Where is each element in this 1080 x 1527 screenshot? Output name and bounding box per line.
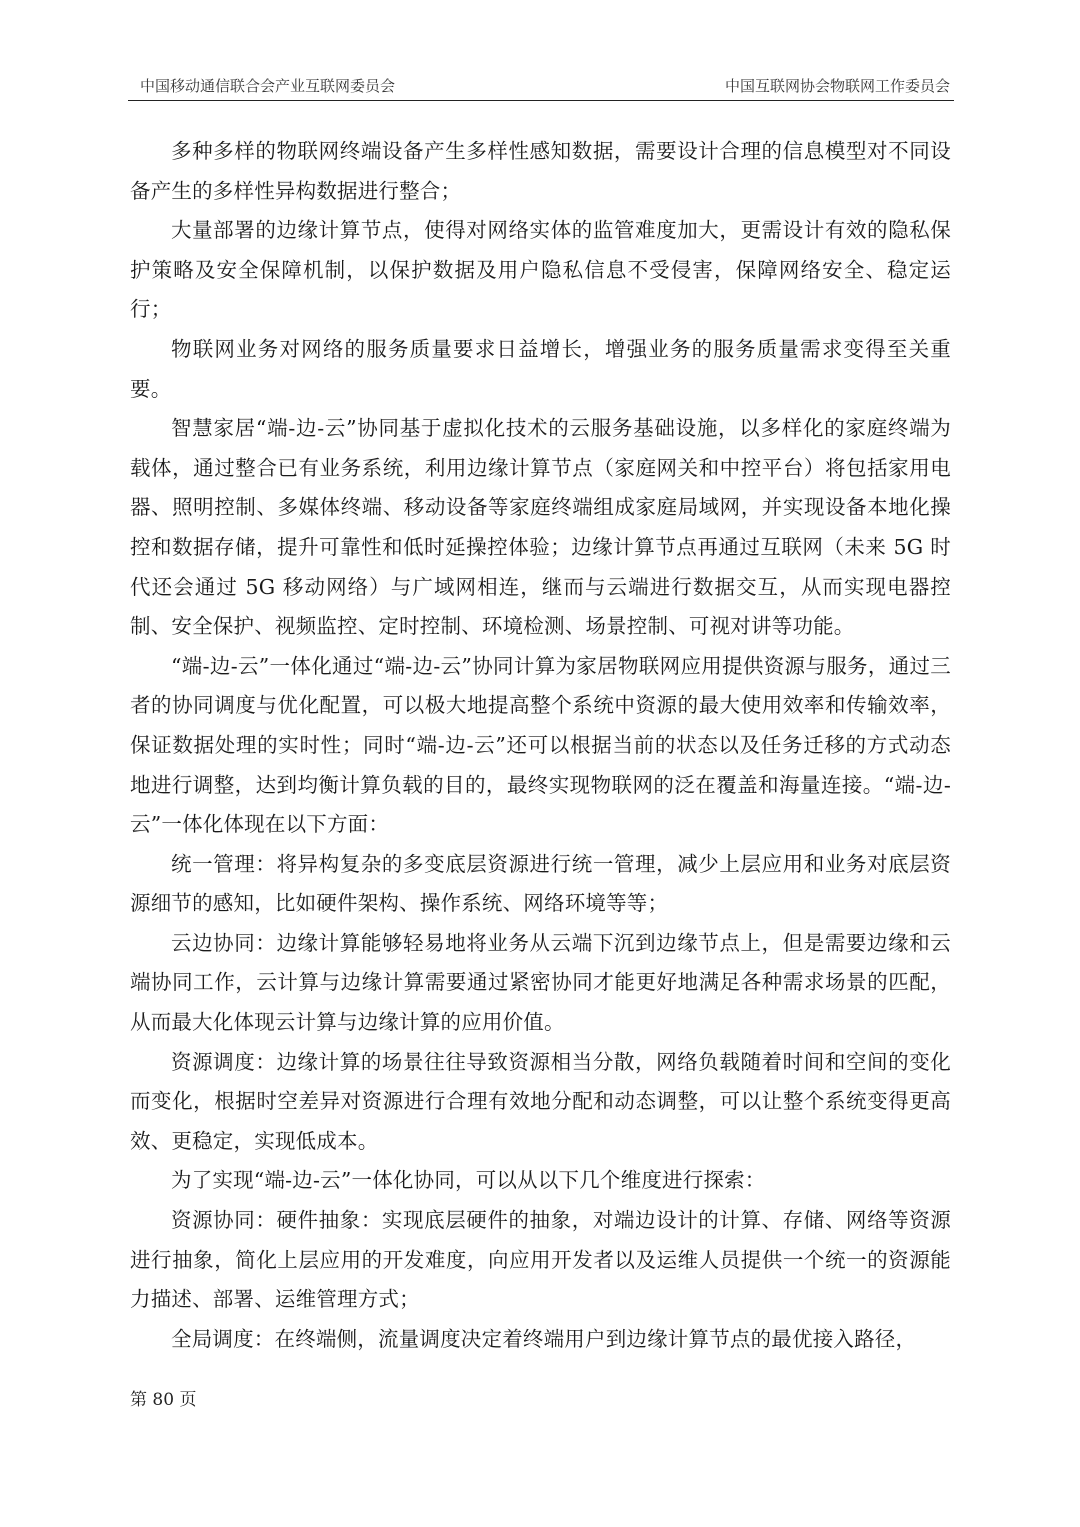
paragraph: 资源协同：硬件抽象：实现底层硬件的抽象，对端边设计的计算、存储、网络等资源进行抽象，简化上层应用的开发难度，向应用开发者以及运维人员提供一个统一的资源能力描述、部署、运维管理方式； — [130, 1208, 951, 1312]
header-right-org: 中国互联网协会物联网工作委员会 — [724, 77, 950, 95]
paragraph: “端-边-云”一体化通过“端-边-云”协同计算为家居物联网应用提供资源与服务，通过三者的协同调度与优化配置，可以极大地提高整个系统中资源的最大使用效率和传输效率，保证数据处理的实时性；同时“端-边-云”还可以根据当前的状态以及任务迁移的方式动态地进行调整，达到均衡计算负载的目的，最终实现物联网的泛在覆盖和海量连接。“端-边-云”一体化体现在以下方面： — [130, 653, 951, 837]
paragraph: 智慧家居“端-边-云”协同基于虚拟化技术的云服务基础设施，以多样化的家庭终端为载体，通过整合已有业务系统，利用边缘计算节点（家庭网关和中控平台）将包括家用电器、照明控制、多媒体终端、移动设备等家庭终端组成家庭局域网，并实现设备本地化操控和数据存储，提升可靠性和低时延操控体验；边缘计算节点再通过互联网（未来 5G 时代还会通过 5G 移动网络）与广域网相连，继而与云端进行数据交互，从而实现电器控制、安全保护、视频监控、定时控制、环境检测、场景控制、可视对讲等功能。 — [130, 416, 951, 639]
paragraph: 资源调度：边缘计算的场景往往导致资源相当分散，网络负载随着时间和空间的变化而变化，根据时空差异对资源进行合理有效地分配和动态调整，可以让整个系统变得更高效、更稳定，实现低成本。 — [130, 1049, 951, 1153]
paragraph: 全局调度：在终端侧，流量调度决定着终端用户到边缘计算节点的最优接入路径， — [171, 1326, 917, 1351]
body-text — [130, 132, 951, 1359]
paragraph: 统一管理：将异构复杂的多变底层资源进行统一管理，减少上层应用和业务对底层资源细节的感知，比如硬件架构、操作系统、网络环境等等； — [130, 851, 951, 916]
page-number: 第 80 页 — [130, 1390, 197, 1410]
page-header — [128, 74, 954, 101]
paragraph: 物联网业务对网络的服务质量要求日益增长，增强业务的服务质量需求变得至关重要。 — [130, 336, 951, 401]
paragraph: 为了实现“端-边-云”一体化协同，可以从以下几个维度进行探索： — [171, 1168, 766, 1193]
header-left-org: 中国移动通信联合会产业互联网委员会 — [140, 77, 396, 95]
paragraph: 大量部署的边缘计算节点，使得对网络实体的监管难度加大，更需设计有效的隐私保护策略及安全保障机制，以保护数据及用户隐私信息不受侵害，保障网络安全、稳定运行； — [130, 218, 951, 322]
paragraph: 云边协同：边缘计算能够轻易地将业务从云端下沉到边缘节点上，但是需要边缘和云端协同工作，云计算与边缘计算需要通过紧密协同才能更好地满足各种需求场景的匹配，从而最大化体现云计算与边缘计算的应用价值。 — [130, 930, 951, 1035]
paragraph: 多种多样的物联网终端设备产生多样性感知数据，需要设计合理的信息模型对不同设备产生的多样性异构数据进行整合； — [130, 139, 951, 203]
